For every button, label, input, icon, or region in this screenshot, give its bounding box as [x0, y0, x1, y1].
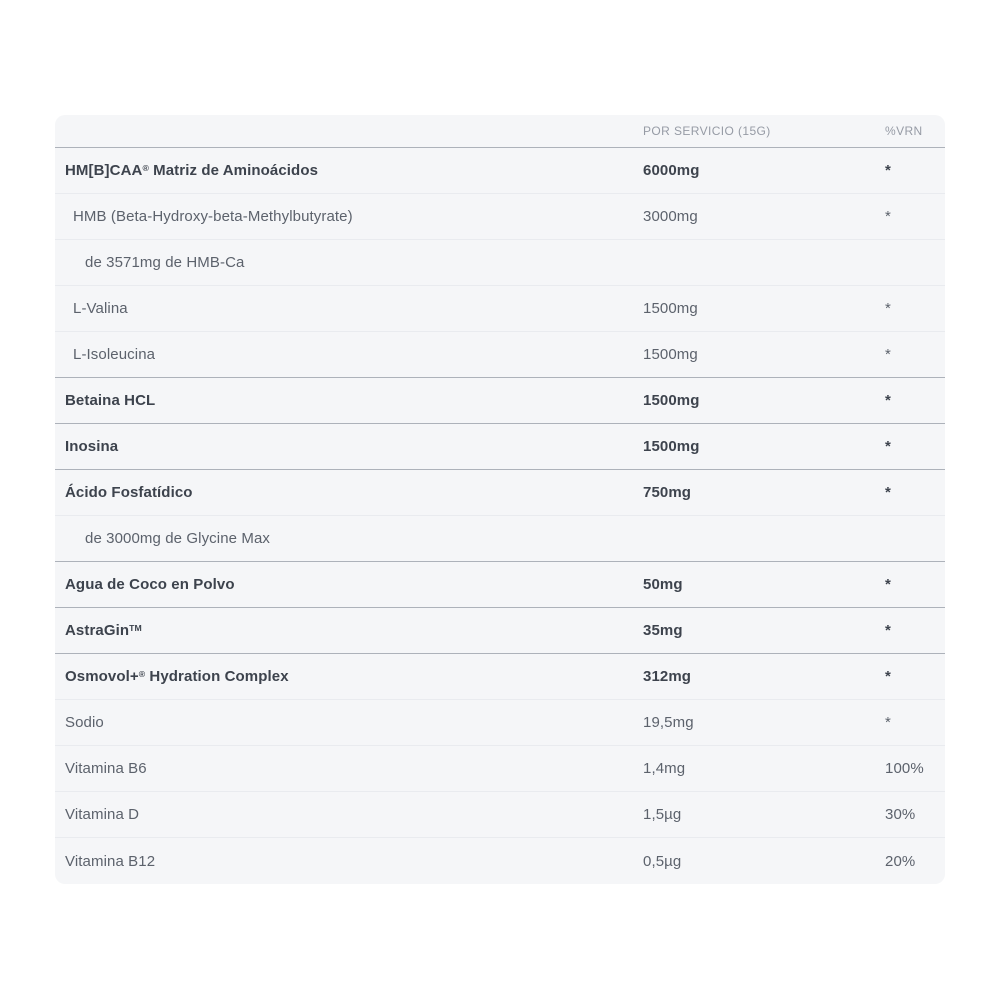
- vrn-value: *: [885, 576, 891, 593]
- serving-value: 750mg: [643, 484, 692, 501]
- vrn-value: *: [885, 622, 891, 639]
- ingredient-name: Vitamina B6: [65, 760, 147, 777]
- vrn-value: *: [885, 668, 891, 685]
- serving-value: 1500mg: [643, 346, 698, 363]
- serving-value: 1,4mg: [643, 760, 686, 777]
- ingredient-name: HMB (Beta-Hydroxy-beta-Methylbutyrate): [73, 208, 353, 225]
- table-row: [55, 194, 945, 240]
- vrn-value: *: [885, 162, 891, 179]
- ingredient-label: [65, 254, 643, 271]
- vrn-value: *: [885, 714, 891, 731]
- ingredient-label: [65, 530, 643, 547]
- serving-value: 1500mg: [643, 392, 700, 409]
- ingredient-name: Ácido Fosfatídico: [65, 484, 193, 501]
- serving-value: 312mg: [643, 668, 692, 685]
- ingredient-label: [65, 392, 643, 409]
- header-serving-column: POR SERVICIO (15G): [643, 124, 771, 138]
- table-row: [55, 792, 945, 838]
- ingredient-label: [65, 622, 643, 639]
- serving-value: 0,5µg: [643, 852, 682, 870]
- vrn-value: *: [885, 484, 891, 501]
- table-row: [55, 746, 945, 792]
- table-row: [55, 700, 945, 746]
- trademark-symbol: ®: [142, 163, 149, 174]
- ingredient-label: [65, 853, 643, 870]
- supplement-facts-table: [55, 115, 945, 884]
- serving-value: 35mg: [643, 622, 683, 639]
- ingredient-name: HM[B]CAA: [65, 162, 143, 179]
- ingredient-name: Inosina: [65, 438, 119, 455]
- ingredient-label: [65, 208, 643, 225]
- table-body: [55, 148, 945, 884]
- table-row: [55, 378, 945, 424]
- serving-value: 19,5mg: [643, 714, 694, 731]
- table-row: [55, 470, 945, 516]
- ingredient-label: [65, 300, 643, 317]
- ingredient-name: Sodio: [65, 714, 104, 731]
- ingredient-label: [65, 346, 643, 363]
- serving-value: 6000mg: [643, 162, 700, 179]
- serving-value: 1500mg: [643, 300, 698, 317]
- ingredient-name: Vitamina B12: [65, 852, 156, 870]
- vrn-value: *: [885, 392, 891, 409]
- vrn-value: *: [885, 346, 891, 363]
- header-vrn-column: %VRN: [885, 124, 923, 138]
- table-row: [55, 332, 945, 378]
- table-row: [55, 562, 945, 608]
- ingredient-name: Agua de Coco en Polvo: [65, 576, 235, 593]
- serving-value: 3000mg: [643, 208, 698, 225]
- ingredient-label: [65, 484, 643, 501]
- vrn-value: 30%: [885, 806, 916, 823]
- ingredient-name: de 3000mg de Glycine Max: [85, 530, 270, 547]
- serving-value: 50mg: [643, 576, 683, 593]
- ingredient-name: de 3571mg de HMB-Ca: [85, 254, 245, 271]
- vrn-value: 100%: [885, 760, 924, 777]
- table-row: [55, 608, 945, 654]
- ingredient-name: Betaina HCL: [65, 392, 156, 409]
- ingredient-name-rest: Matriz de Aminoácidos: [148, 162, 319, 179]
- table-row: [55, 838, 945, 884]
- ingredient-label: [65, 576, 643, 593]
- ingredient-name-rest: Hydration Complex: [145, 668, 289, 685]
- ingredient-label: [65, 162, 643, 179]
- vrn-value: 20%: [885, 852, 916, 870]
- trademark-symbol: TM: [129, 623, 142, 634]
- table-row: [55, 654, 945, 700]
- ingredient-label: [65, 760, 643, 777]
- table-row: [55, 148, 945, 194]
- ingredient-label: [65, 668, 643, 685]
- ingredient-label: [65, 438, 643, 455]
- ingredient-name: L-Valina: [73, 300, 128, 317]
- trademark-symbol: ®: [138, 669, 146, 680]
- ingredient-name: Osmovol+: [65, 668, 139, 685]
- serving-value: 1,5µg: [643, 806, 682, 823]
- serving-value: 1500mg: [643, 438, 700, 455]
- table-row: [55, 240, 945, 286]
- vrn-value: *: [885, 438, 891, 455]
- ingredient-name: Vitamina D: [65, 806, 140, 823]
- table-row: [55, 424, 945, 470]
- ingredient-name: AstraGin: [65, 622, 130, 639]
- table-header: [55, 115, 945, 148]
- ingredient-name: L-Isoleucina: [73, 346, 156, 363]
- table-row: [55, 286, 945, 332]
- vrn-value: *: [885, 208, 891, 225]
- ingredient-label: [65, 714, 643, 731]
- ingredient-label: [65, 806, 643, 823]
- table-row: [55, 516, 945, 562]
- vrn-value: *: [885, 300, 891, 317]
